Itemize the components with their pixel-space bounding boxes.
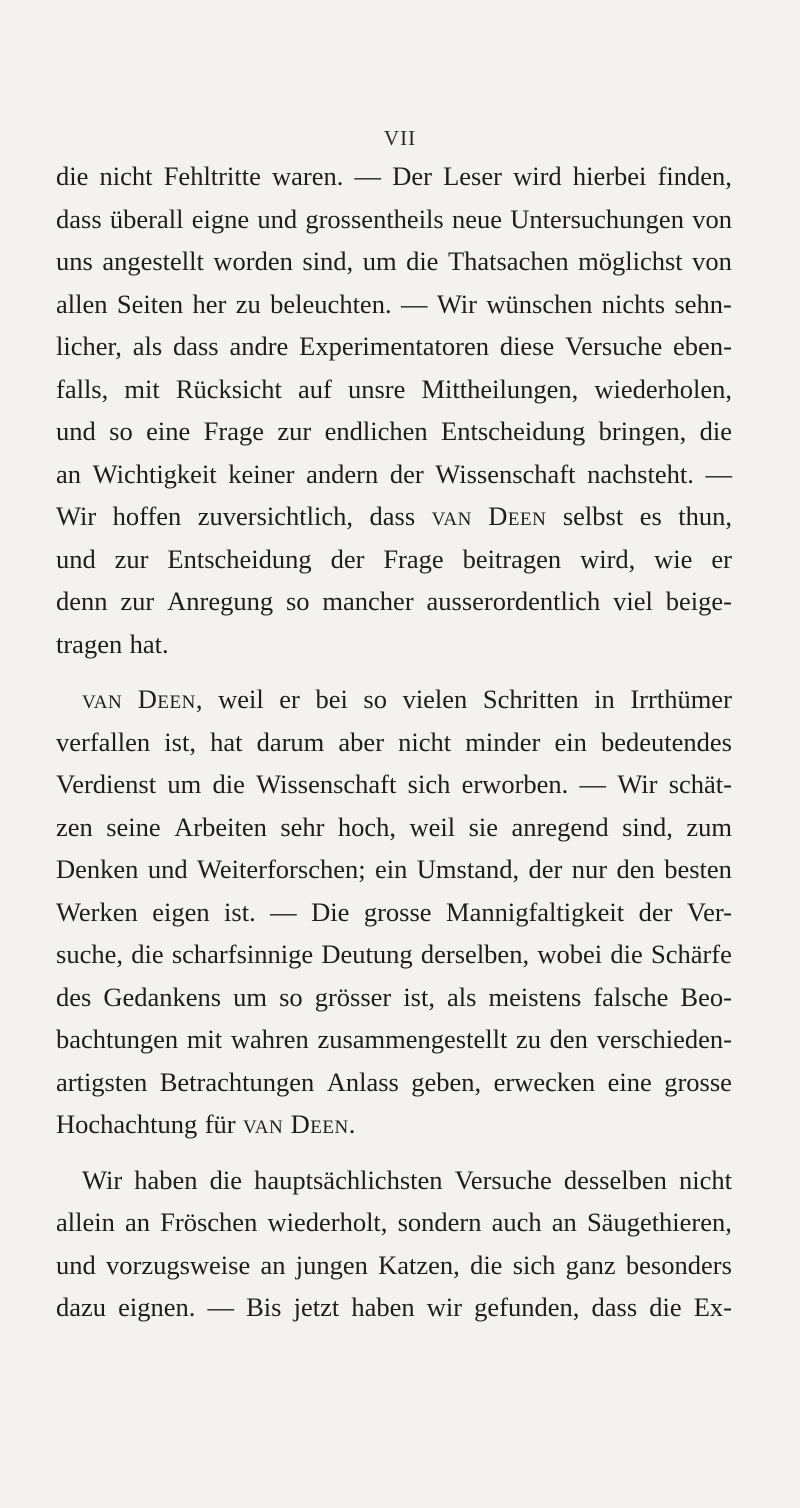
word: — xyxy=(400,288,428,319)
word: zum xyxy=(686,811,732,842)
word: geben, xyxy=(411,1066,482,1097)
name-smallcaps: van xyxy=(82,684,123,714)
word: — xyxy=(207,1292,235,1322)
body-text xyxy=(56,155,732,1329)
text-line xyxy=(56,763,732,806)
word: zur xyxy=(277,416,312,446)
word: Werken xyxy=(56,896,138,927)
text-line xyxy=(56,580,732,623)
word: zuversichtlich, xyxy=(197,501,354,531)
word: wiederholt, xyxy=(267,1207,388,1237)
word: vorzugsweise xyxy=(106,1249,251,1280)
word: diese xyxy=(499,331,555,361)
text-line xyxy=(56,891,732,934)
word: als xyxy=(447,981,477,1012)
word: bedeutendes xyxy=(600,726,732,757)
word: die xyxy=(610,939,643,969)
word: gefunden, xyxy=(474,1292,580,1322)
word: vielen xyxy=(402,684,468,714)
text-line xyxy=(56,240,732,283)
word: Säugethieren, xyxy=(586,1207,732,1237)
word: dass xyxy=(591,1292,638,1322)
word: so xyxy=(109,416,133,446)
word: wobei xyxy=(537,939,603,969)
word: verfallen xyxy=(56,726,151,757)
text-line xyxy=(56,1201,732,1244)
text-line xyxy=(56,721,732,764)
text-line xyxy=(56,410,732,453)
word: Katzen, xyxy=(378,1249,460,1280)
word: Beo- xyxy=(680,981,732,1012)
word: wird, xyxy=(580,543,636,574)
word: hat xyxy=(210,726,243,757)
word: sie xyxy=(468,811,499,842)
word: Ex- xyxy=(693,1292,732,1322)
word: desselben xyxy=(563,1164,667,1195)
word: licher, xyxy=(56,331,122,361)
text-line xyxy=(56,1103,732,1146)
word: andern xyxy=(306,458,379,489)
word: seine xyxy=(106,811,161,842)
word: ist, xyxy=(403,981,435,1012)
text-line xyxy=(56,1286,732,1329)
word: zusammengestellt xyxy=(317,1024,508,1054)
word: ist, xyxy=(164,726,196,757)
word: Leser xyxy=(443,161,502,191)
word: erwecken xyxy=(493,1066,596,1097)
word: aber xyxy=(338,726,385,757)
word: tragen xyxy=(56,628,123,659)
word: die xyxy=(649,1292,682,1322)
word: — xyxy=(705,458,732,489)
text-line xyxy=(56,623,732,666)
paragraph-gap xyxy=(56,1146,732,1159)
word: angestellt xyxy=(102,246,204,276)
word: eben- xyxy=(673,331,732,361)
word: eigne xyxy=(191,203,250,234)
word: erworben. xyxy=(461,769,569,799)
word: worden xyxy=(213,246,293,276)
word: unsre xyxy=(347,373,406,404)
word xyxy=(488,495,546,538)
word: so xyxy=(279,981,303,1012)
word: Ver- xyxy=(686,896,732,927)
word: Mannigfaltigkeit xyxy=(446,896,625,927)
word: keiner xyxy=(228,458,295,489)
word: der xyxy=(528,854,563,884)
word: Verdienst xyxy=(56,769,157,799)
word: sich xyxy=(512,1249,556,1280)
text-line xyxy=(56,1159,732,1202)
word: und xyxy=(56,543,96,574)
text-line xyxy=(56,198,732,241)
word: andre xyxy=(229,331,289,361)
word: selbst xyxy=(562,501,624,531)
word: Experimentatoren xyxy=(299,331,489,361)
word: mit xyxy=(186,1024,223,1054)
word: von xyxy=(692,246,732,276)
word: von xyxy=(692,203,732,234)
word: sehn- xyxy=(674,288,732,319)
word: sind, xyxy=(622,811,673,842)
word: den xyxy=(616,854,655,884)
word: nicht xyxy=(679,1164,732,1195)
text-line xyxy=(56,1018,732,1061)
word: ausserordentlich xyxy=(426,586,601,616)
text-line xyxy=(56,933,732,976)
word: suche, xyxy=(56,939,123,969)
word: auch xyxy=(491,1207,542,1237)
word: Weiterforschen; xyxy=(197,854,366,884)
word: uns xyxy=(56,246,93,276)
word: bei xyxy=(315,684,348,714)
word: an xyxy=(551,1207,577,1237)
name-smallcaps: Deen xyxy=(137,684,196,714)
word xyxy=(82,678,122,721)
word: und xyxy=(257,203,298,234)
word: besonders xyxy=(625,1249,732,1280)
word: so xyxy=(363,684,387,714)
word: nur xyxy=(571,854,608,884)
word: artigsten xyxy=(56,1066,148,1097)
word: dass xyxy=(172,331,219,361)
word: mancher xyxy=(322,586,414,616)
word: Anregung xyxy=(167,586,274,616)
word: — xyxy=(354,161,382,191)
word: an xyxy=(125,1207,151,1237)
text-line xyxy=(56,453,732,496)
word: mit xyxy=(124,373,160,404)
name-smallcaps: Deen xyxy=(488,501,547,531)
text-line xyxy=(56,1061,732,1104)
word: hierbei xyxy=(572,161,647,191)
word: dazu xyxy=(56,1292,107,1322)
word: sich xyxy=(407,769,451,799)
word: zen xyxy=(56,811,93,842)
word: die xyxy=(406,246,439,276)
word: Thatsachen xyxy=(447,246,569,276)
word: Seiten xyxy=(116,288,184,319)
word: allen xyxy=(56,288,108,319)
word: jungen xyxy=(295,1249,368,1280)
word: derselben, xyxy=(420,939,530,969)
word: — xyxy=(270,896,297,927)
text-line xyxy=(56,848,732,891)
word: die xyxy=(56,161,89,191)
word: zu xyxy=(516,1024,542,1054)
text-line xyxy=(56,368,732,411)
word: Denken xyxy=(56,854,139,884)
word: wie xyxy=(654,543,693,574)
word: Wir xyxy=(56,501,97,531)
word: falls, xyxy=(56,373,109,404)
word: die xyxy=(470,1249,503,1280)
word: scharfsinnige xyxy=(171,939,314,969)
word: Wir xyxy=(82,1164,123,1195)
word: die xyxy=(209,1164,243,1195)
word: meistens xyxy=(488,981,582,1012)
word: schät- xyxy=(668,769,732,799)
word: zur xyxy=(114,543,149,574)
text-line xyxy=(56,1244,732,1287)
word: dass xyxy=(369,501,416,531)
word: und xyxy=(147,854,188,884)
word: haben xyxy=(351,1292,415,1322)
word: bachtungen xyxy=(56,1024,179,1054)
name-smallcaps: van xyxy=(243,1109,284,1139)
word: Schritten xyxy=(482,684,579,714)
word: um xyxy=(233,981,268,1012)
word: und xyxy=(56,416,96,446)
text-line xyxy=(56,538,732,581)
word xyxy=(243,1103,283,1146)
word: des xyxy=(56,981,92,1012)
word: jetzt xyxy=(293,1292,340,1322)
word: Irrthümer xyxy=(630,684,732,714)
word: hauptsächlichsten xyxy=(254,1164,443,1195)
word: der xyxy=(638,896,673,927)
word: als xyxy=(132,331,163,361)
word: her xyxy=(192,288,227,319)
word: neue xyxy=(451,203,503,234)
word: nichts xyxy=(601,288,666,319)
word: er xyxy=(711,543,732,574)
word: wahren xyxy=(230,1024,309,1054)
word: um xyxy=(167,769,202,799)
word: eine xyxy=(146,416,191,446)
word: zur xyxy=(120,586,155,616)
word: bringen, xyxy=(598,416,687,446)
word: ein xyxy=(375,854,408,884)
word: eignen. xyxy=(118,1292,196,1322)
word: weil xyxy=(218,684,264,714)
word: Fehltritte xyxy=(163,161,261,191)
word: beige- xyxy=(665,586,732,616)
word: sehr xyxy=(280,811,325,842)
word: Arbeiten xyxy=(174,811,267,842)
word: eigen xyxy=(152,896,210,927)
word: der xyxy=(389,458,424,489)
word: Frage xyxy=(383,543,444,574)
text-line xyxy=(56,155,732,198)
word: wiederholen, xyxy=(594,373,732,404)
word: Betrachtungen xyxy=(159,1066,315,1097)
word: waren. xyxy=(272,161,344,191)
word: so xyxy=(285,586,310,616)
paragraph xyxy=(56,1159,732,1329)
name-smallcaps: van xyxy=(431,501,472,531)
word: ganz xyxy=(565,1249,616,1280)
page-number: VII xyxy=(383,126,417,150)
word: nicht xyxy=(398,726,452,757)
paragraph xyxy=(56,678,732,1146)
word: Bis xyxy=(246,1292,282,1322)
word: Gedankens xyxy=(103,981,222,1012)
word: an xyxy=(260,1249,286,1280)
paragraph-gap xyxy=(56,665,732,678)
word: grosse xyxy=(363,896,432,927)
word: grossentheils xyxy=(305,203,444,234)
word: ein xyxy=(554,726,587,757)
word: die xyxy=(212,769,245,799)
word: er xyxy=(279,684,300,714)
word: Frage xyxy=(203,416,264,446)
word: Hochachtung xyxy=(56,1109,198,1139)
word: Anlass xyxy=(326,1066,399,1097)
word: grösser xyxy=(314,981,392,1012)
word: allein xyxy=(56,1207,115,1237)
word: beleuchten. xyxy=(270,288,392,319)
word: besten xyxy=(664,854,732,884)
word: sind, xyxy=(302,246,354,276)
word: Entscheidung xyxy=(167,543,312,574)
word: wünschen xyxy=(486,288,593,319)
word: falsche xyxy=(593,981,669,1012)
word: möglichst xyxy=(578,246,683,276)
word: überall xyxy=(109,203,184,234)
word: die xyxy=(131,939,164,969)
word: endlichen xyxy=(324,416,428,446)
word: hoffen xyxy=(112,501,182,531)
word: Deen, xyxy=(137,684,203,714)
word: Wissenschaft xyxy=(435,458,576,489)
word: die xyxy=(699,416,732,446)
word: den xyxy=(549,1024,588,1054)
word: Entscheidung xyxy=(441,416,586,446)
word: zu xyxy=(235,288,261,319)
word: Der xyxy=(392,161,432,191)
word: und xyxy=(56,1249,96,1280)
word: Umstand, xyxy=(416,854,520,884)
word: wir xyxy=(426,1292,463,1322)
word: Deen. xyxy=(290,1109,356,1139)
word: dass xyxy=(56,203,102,234)
word: — xyxy=(579,769,607,799)
word: an xyxy=(56,458,82,489)
word: Wir xyxy=(436,288,477,319)
word: minder xyxy=(465,726,541,757)
word: sondern xyxy=(397,1207,482,1237)
word: Fröschen xyxy=(160,1207,258,1237)
word: hat. xyxy=(129,628,169,659)
text-line xyxy=(56,325,732,368)
word: Untersuchungen xyxy=(510,203,684,234)
word: nicht xyxy=(99,161,153,191)
word: nachsteht. xyxy=(587,458,694,489)
word: Schärfe xyxy=(650,939,732,969)
word: thun, xyxy=(678,501,732,531)
text-line xyxy=(56,806,732,849)
word: auf xyxy=(297,373,332,404)
word: Wichtigkeit xyxy=(92,458,217,489)
text-line xyxy=(56,495,732,538)
text-line xyxy=(56,678,732,721)
word: denn xyxy=(56,586,108,616)
word: Deutung xyxy=(321,939,413,969)
word: Versuche xyxy=(565,331,663,361)
text-line xyxy=(56,283,732,326)
word: für xyxy=(204,1109,236,1139)
word: es xyxy=(639,501,662,531)
word: ist. xyxy=(224,896,256,927)
word: hoch, xyxy=(337,811,397,842)
word: haben xyxy=(134,1164,198,1195)
word: um xyxy=(362,246,397,276)
text-line xyxy=(56,976,732,1019)
paragraph xyxy=(56,155,732,665)
word: wird xyxy=(513,161,562,191)
word: in xyxy=(594,684,615,714)
word: weil xyxy=(409,811,456,842)
word: anregend xyxy=(511,811,609,842)
word: Versuche xyxy=(454,1164,552,1195)
name-smallcaps: Deen xyxy=(290,1109,349,1139)
word: Mittheilungen, xyxy=(421,373,579,404)
word: Rücksicht xyxy=(175,373,282,404)
word: der xyxy=(330,543,365,574)
word: beitragen xyxy=(462,543,562,574)
word xyxy=(432,495,472,538)
word: eine xyxy=(607,1066,652,1097)
word: grosse xyxy=(664,1066,732,1097)
word: verschieden- xyxy=(596,1024,732,1054)
word: Wissenschaft xyxy=(256,769,397,799)
word: viel xyxy=(613,586,653,616)
word: darum xyxy=(256,726,325,757)
word: Die xyxy=(311,896,350,927)
word: Wir xyxy=(617,769,658,799)
word: finden, xyxy=(657,161,732,191)
